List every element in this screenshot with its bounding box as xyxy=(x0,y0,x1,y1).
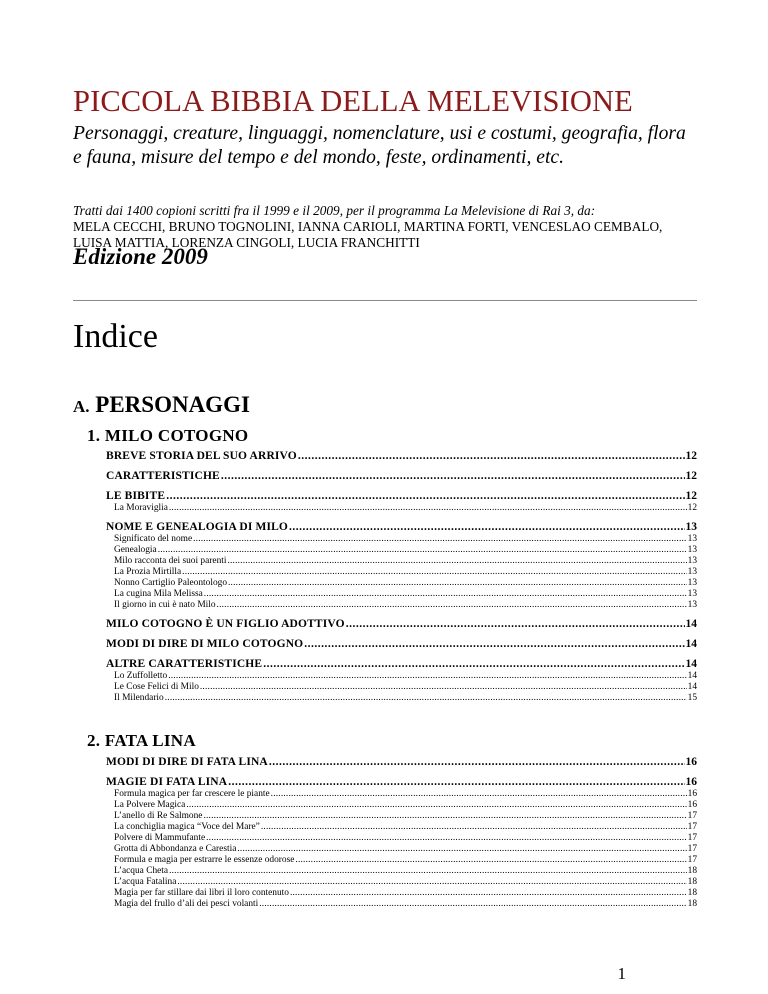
dot-leader xyxy=(221,469,685,483)
toc-entry[interactable] xyxy=(106,775,697,789)
toc-entry-label: MILO COTOGNO È UN FIGLIO ADOTTIVO xyxy=(106,618,345,630)
toc-entry-label: Polvere di Mammufante xyxy=(114,833,206,843)
dot-leader xyxy=(217,600,687,611)
toc-subentry[interactable] xyxy=(106,866,697,877)
dot-leader xyxy=(186,800,686,811)
part-heading xyxy=(73,392,250,418)
edition-label: Edizione 2009 xyxy=(73,244,208,269)
toc-entry-label: Formula e magia per estrarre le essenze odorose xyxy=(114,855,295,865)
toc-subentry[interactable] xyxy=(106,534,697,545)
toc-page-number: 13 xyxy=(687,556,697,566)
toc-page-number: 17 xyxy=(687,855,697,865)
toc-page-number: 13 xyxy=(687,567,697,577)
toc-entry-label: Genealogia xyxy=(114,545,157,555)
toc-entry-label: L’acqua Fatalina xyxy=(114,877,177,887)
toc-entry-label: MAGIE DI FATA LINA xyxy=(106,776,228,788)
toc-subentry[interactable] xyxy=(106,877,697,888)
toc-entry[interactable] xyxy=(106,520,697,534)
toc-entry-label: Grotta di Abbondanza e Carestia xyxy=(114,844,237,854)
toc-entry-label: L’anello di Re Salmone xyxy=(114,811,203,821)
toc-entry[interactable] xyxy=(106,657,697,671)
toc-page-number: 14 xyxy=(687,682,697,692)
dot-leader xyxy=(165,693,687,704)
dot-leader xyxy=(290,888,687,899)
toc-entry-label: La cugina Mila Melissa xyxy=(114,589,203,599)
toc-page-number: 17 xyxy=(687,811,697,821)
dot-leader xyxy=(177,877,686,888)
toc-subentry[interactable] xyxy=(106,822,697,833)
toc-page-number: 16 xyxy=(685,776,697,788)
credits-intro: Tratti dai 1400 copioni scritti fra il 1999 e il 2009, per il programma La Melevisione di Rai 3, da: xyxy=(73,203,596,218)
document-subtitle: Personaggi, creature, linguaggi, nomenclature, usi e costumi, geografia, flora e fauna, misure del tempo e del mondo, feste, ordinamenti, etc. xyxy=(73,123,686,168)
toc-page-number: 17 xyxy=(687,844,697,854)
dot-leader xyxy=(204,589,687,600)
toc-subentry[interactable] xyxy=(106,556,697,567)
part-title: PERSONAGGI xyxy=(95,392,250,417)
toc-subentry[interactable] xyxy=(106,693,697,704)
part-letter: A. xyxy=(73,397,90,416)
toc-entry-label: Lo Zuffolletto xyxy=(114,671,168,681)
dot-leader xyxy=(298,449,685,463)
credits-names: MELA CECCHI, BRUNO TOGNOLINI, IANNA CARIOLI, MARTINA FORTI, VENCESLAO CEMBALO, LUISA MATTIA, LORENZA CINGOLI, LUCIA FRANCHITTI xyxy=(73,219,663,250)
toc-subentry[interactable] xyxy=(106,899,697,910)
toc-page-number: 18 xyxy=(687,877,697,887)
page-number: 1 xyxy=(617,964,626,983)
toc-subentry[interactable] xyxy=(106,800,697,811)
document-title: PICCOLA BIBBIA DELLA MELEVISIONE xyxy=(73,84,633,118)
index-heading: Indice xyxy=(73,318,158,355)
dot-leader xyxy=(200,682,687,693)
dot-leader xyxy=(193,534,687,545)
toc-entry-label: L’acqua Cheta xyxy=(114,866,169,876)
toc-subentry[interactable] xyxy=(106,545,697,556)
dot-leader xyxy=(295,855,686,866)
toc-page-number: 13 xyxy=(687,578,697,588)
dot-leader xyxy=(261,822,687,833)
dot-leader xyxy=(263,657,684,671)
dot-leader xyxy=(206,833,687,844)
dot-leader xyxy=(158,545,687,556)
toc-page-number: 13 xyxy=(687,589,697,599)
toc-entry-label: NOME E GENEALOGIA DI MILO xyxy=(106,521,289,533)
toc-entry-label: La conchiglia magica “Voce del Mare” xyxy=(114,822,260,832)
toc-section-milo-cotogno xyxy=(106,449,697,704)
dot-leader xyxy=(237,844,686,855)
toc-subentry[interactable] xyxy=(106,567,697,578)
toc-page-number: 12 xyxy=(685,470,697,482)
toc-entry-label: BREVE STORIA DEL SUO ARRIVO xyxy=(106,450,297,462)
toc-page-number: 18 xyxy=(687,866,697,876)
toc-page-number: 18 xyxy=(687,888,697,898)
dot-leader xyxy=(304,637,684,651)
dot-leader xyxy=(259,899,686,910)
toc-entry-label: Formula magica per far crescere le piante xyxy=(114,789,270,799)
toc-entry-label: Milo racconta dei suoi parenti xyxy=(114,556,227,566)
toc-page-number: 12 xyxy=(685,450,697,462)
toc-entry-label: La Moraviglia xyxy=(114,503,168,513)
dot-leader xyxy=(228,775,684,789)
toc-subentry[interactable] xyxy=(106,671,697,682)
toc-entry-label: CARATTERISTICHE xyxy=(106,470,220,482)
toc-subentry[interactable] xyxy=(106,578,697,589)
toc-page-number: 15 xyxy=(687,693,697,703)
toc-subentry[interactable] xyxy=(106,855,697,866)
toc-entry-label: Il Milendario xyxy=(114,693,164,703)
toc-entry[interactable] xyxy=(106,489,697,503)
toc-subentry[interactable] xyxy=(106,589,697,600)
toc-entry-label: MODI DI DIRE DI FATA LINA xyxy=(106,756,268,768)
dot-leader xyxy=(346,617,685,631)
toc-entry-label: Il giorno in cui è nato Milo xyxy=(114,600,216,610)
toc-entry[interactable] xyxy=(106,617,697,631)
toc-page-number: 13 xyxy=(687,534,697,544)
toc-page-number: 14 xyxy=(685,618,697,630)
toc-subentry[interactable] xyxy=(106,811,697,822)
toc-entry-label: LE BIBITE xyxy=(106,490,166,502)
dot-leader xyxy=(228,578,687,589)
toc-entry-label: Le Cose Felici di Milo xyxy=(114,682,199,692)
section-heading-milo-cotogno: 1. MILO COTOGNO xyxy=(87,426,249,445)
toc-page-number: 12 xyxy=(685,490,697,502)
toc-entry-label: La Prozia Mirtilla xyxy=(114,567,182,577)
toc-subentry[interactable] xyxy=(106,888,697,899)
toc-subentry[interactable] xyxy=(106,600,697,611)
toc-subentry[interactable] xyxy=(106,682,697,693)
toc-entry-label: Magia del frullo d’ali dei pesci volanti xyxy=(114,899,259,909)
dot-leader xyxy=(271,789,687,800)
dot-leader xyxy=(289,520,684,534)
toc-entry-label: Nonno Cartiglio Paleontologo xyxy=(114,578,228,588)
dot-leader xyxy=(227,556,686,567)
horizontal-rule xyxy=(73,300,697,301)
toc-page-number: 14 xyxy=(685,638,697,650)
toc-page-number: 13 xyxy=(687,600,697,610)
toc-page-number: 14 xyxy=(685,658,697,670)
dot-leader xyxy=(169,503,687,514)
dot-leader xyxy=(182,567,686,578)
toc-page-number: 16 xyxy=(685,756,697,768)
toc-page-number: 17 xyxy=(687,822,697,832)
dot-leader xyxy=(168,671,686,682)
dot-leader xyxy=(269,755,685,769)
toc-page-number: 16 xyxy=(687,789,697,799)
dot-leader xyxy=(203,811,686,822)
toc-entry-label: MODI DI DIRE DI MILO COTOGNO xyxy=(106,638,304,650)
toc-page-number: 13 xyxy=(687,545,697,555)
toc-page-number: 12 xyxy=(687,503,697,513)
toc-page-number: 16 xyxy=(687,800,697,810)
toc-entry[interactable] xyxy=(106,469,697,483)
toc-section-fata-lina xyxy=(106,755,697,910)
toc-subentry[interactable] xyxy=(106,789,697,800)
toc-entry-label: Magia per far stillare dai libri il loro contenuto xyxy=(114,888,289,898)
toc-entry-label: Significato del nome xyxy=(114,534,193,544)
toc-entry-label: ALTRE CARATTERISTICHE xyxy=(106,658,263,670)
dot-leader xyxy=(166,489,684,503)
toc-subentry[interactable] xyxy=(106,833,697,844)
section-heading-fata-lina: 2. FATA LINA xyxy=(87,731,196,750)
toc-entry[interactable] xyxy=(106,755,697,769)
toc-page-number: 13 xyxy=(685,521,697,533)
toc-subentry[interactable] xyxy=(106,503,697,514)
toc-entry[interactable] xyxy=(106,449,697,463)
toc-page-number: 17 xyxy=(687,833,697,843)
toc-subentry[interactable] xyxy=(106,844,697,855)
toc-page-number: 18 xyxy=(687,899,697,909)
dot-leader xyxy=(169,866,687,877)
toc-entry[interactable] xyxy=(106,637,697,651)
toc-page-number: 14 xyxy=(687,671,697,681)
toc-entry-label: La Polvere Magica xyxy=(114,800,186,810)
